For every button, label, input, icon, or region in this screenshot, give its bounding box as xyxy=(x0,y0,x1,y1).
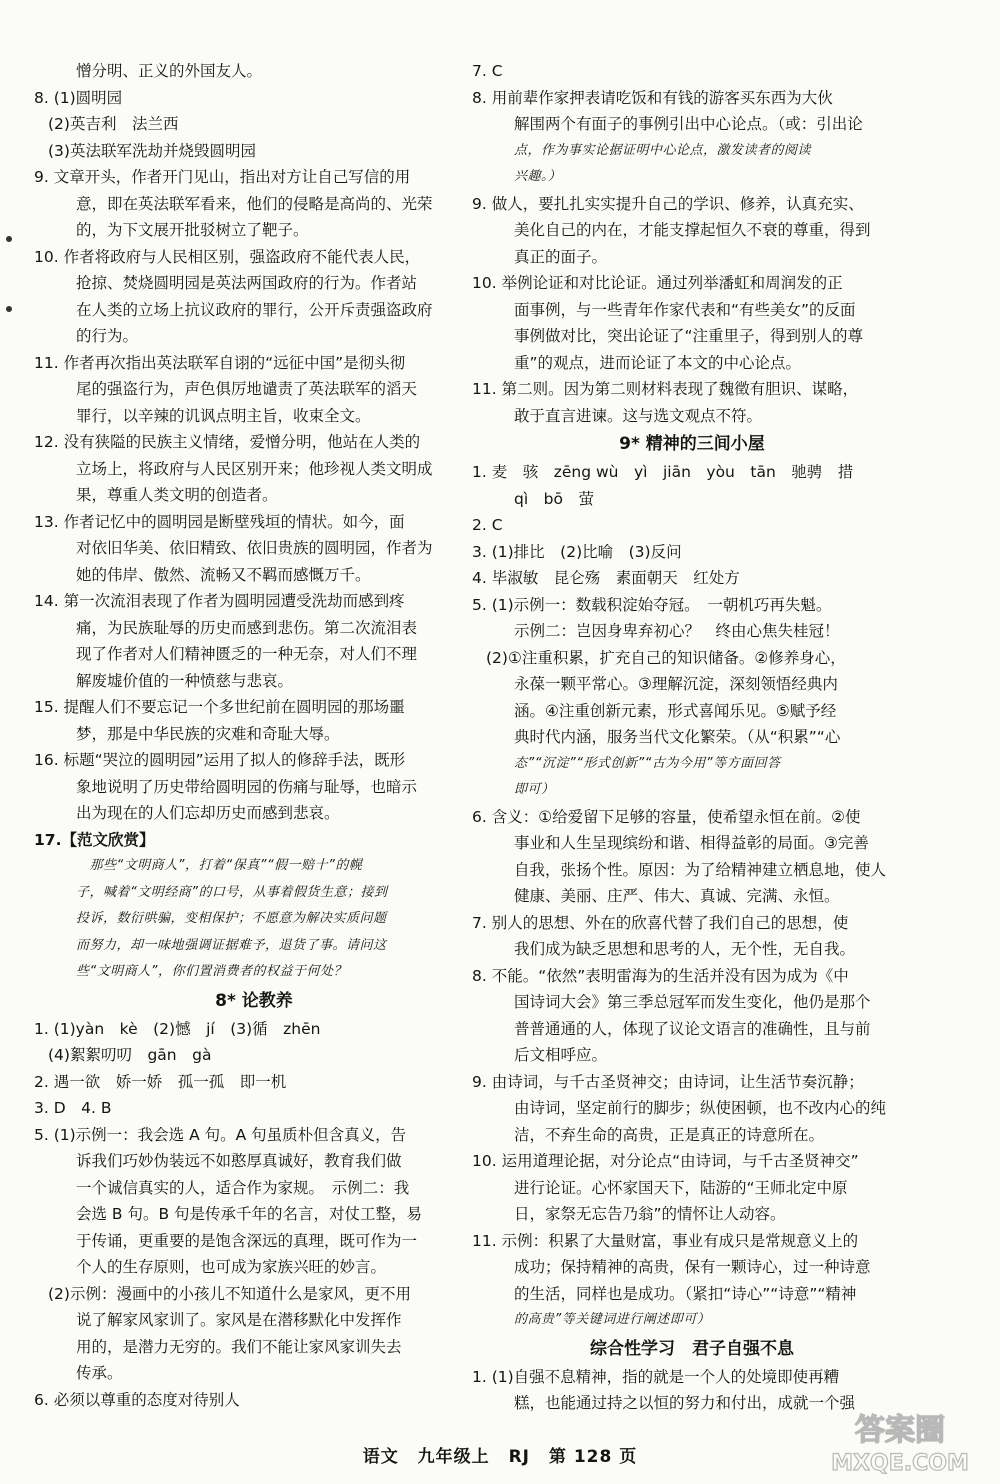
answer-line: 由诗词，坚定前行的脚步；纵使困顿，也不改内心的纯 xyxy=(514,1099,887,1117)
answer-line: 兴趣。） xyxy=(514,169,562,184)
answer-line: qì bō 萤 xyxy=(514,489,594,508)
answer-line: 8. (1)圆明园 xyxy=(34,88,123,107)
answer-line: 9. 做人，要扎扎实实提升自己的学识、修养，认真充实、 xyxy=(472,194,864,213)
answer-line: 立场上，将政府与人民区别开来；他珍视人类文明成 xyxy=(76,459,433,478)
answer-line: 12. 没有狭隘的民族主义情绪，爱憎分明，他站在人类的 xyxy=(34,433,421,451)
answer-line: (2)示例：漫画中的小孩儿不知道什么是家风，更不用 xyxy=(48,1284,411,1303)
answer-line: 14. 第一次流泪表现了作者为圆明园遭受洗劫而感到疼 xyxy=(34,592,405,610)
answer-line: 说了解家风家训了。家风是在潜移默化中发挥作 xyxy=(76,1311,402,1329)
watermark-url: MXQE.COM xyxy=(831,1451,969,1476)
answer-line: 9. 文章开头，作者开门见山，指出对方让自己写信的用 xyxy=(34,168,411,186)
answer-line: 8. 不能。“依然”表明雷海为的生活并没有因为成为《中 xyxy=(472,966,849,985)
section-heading: 9* 精神的三间小屋 xyxy=(619,434,765,454)
answer-line: 憎分明、正义的外国友人。 xyxy=(76,62,263,80)
answer-line: 她的伟岸、傲然、流畅又不羁而感慨万千。 xyxy=(76,565,371,584)
answer-line: 1. (1)自强不息精神，指的就是一个人的处境即使再糟 xyxy=(472,1367,840,1386)
answer-line: 的高贵”等关键词进行阐述即可） xyxy=(514,1312,711,1327)
footer-grade: 九年级上 xyxy=(417,1447,490,1467)
answer-line: 现了作者对人们精神匮乏的一种无奈，对人们不理 xyxy=(76,645,418,663)
answer-line: 解围两个有面子的事例引出中心论点。（或：引出论 xyxy=(514,115,863,133)
answer-line: 典时代内涵，服务当代文化繁荣。（从“积累”“心 xyxy=(514,728,841,746)
answer-line: 5. (1)示例一：数载积淀始夺冠。 一朝机巧再失魁。 xyxy=(472,595,832,614)
answer-line: 面事例，与一些青年作家代表和“有些美女”的反面 xyxy=(514,300,856,319)
answer-line: 点，作为事实论据证明中心论点，激发读者的阅读 xyxy=(514,142,812,158)
footer-page-number: 第 128 页 xyxy=(548,1447,638,1467)
answer-line: 在人类的立场上抗议政府的罪行，公开斥责强盗政府 xyxy=(76,300,433,319)
answer-line: 梦，那是中华民族的灾难和奇耻大辱。 xyxy=(76,724,340,743)
answer-line: 健康、美丽、庄严、伟大、真诚、完满、永恒。 xyxy=(514,887,840,905)
margin-dot xyxy=(6,236,12,242)
answer-line: 6. 含义：①给爱留下足够的容量，使希望永恒在前。②使 xyxy=(472,807,861,826)
watermark-title: 答案圈 xyxy=(855,1413,945,1448)
answer-line: 真正的面子。 xyxy=(514,247,608,266)
answer-line: 13. 作者记忆中的圆明园是断壁残垣的情状。如今，面 xyxy=(34,512,405,531)
answer-line: 子，喊着“文明经商”的口号，从事着假货生意；接到 xyxy=(76,884,388,900)
answer-line: 抢掠、焚烧圆明园是英法两国政府的行为。作者站 xyxy=(76,274,418,292)
answer-line: 15. 提醒人们不要忘记一个多世纪前在圆明园的那场噩 xyxy=(34,698,405,716)
answer-line: 9. 由诗词，与千古圣贤神交；由诗词，让生活节奏沉静； xyxy=(472,1072,864,1091)
answer-line: 敢于直言进谏。这与选文观点不符。 xyxy=(514,406,763,425)
footer-edition: RJ xyxy=(508,1447,530,1467)
watermark-logo xyxy=(808,1404,992,1478)
answer-line: 3. (1)排比 (2)比喻 (3)反问 xyxy=(472,542,682,561)
answer-line: 1. (1)yàn kè (2)憾 jí (3)循 zhēn xyxy=(34,1019,321,1038)
answer-line: 普普通通的人，体现了议论文语言的准确性，且与前 xyxy=(514,1019,871,1038)
answer-line: 的行为。 xyxy=(76,327,139,345)
answer-line: 态”“沉淀”“形式创新”“古为今用”等方面回答 xyxy=(514,755,781,771)
answer-line: (2)①注重积累，扩充自己的知识储备。②修养身心， xyxy=(486,648,846,667)
answer-line: 10. 作者将政府与人民相区别，强盗政府不能代表人民， xyxy=(34,247,421,266)
answer-line: 11. 示例：积累了大量财富，事业有成只是常规意义上的 xyxy=(472,1231,859,1250)
answer-line: 11. 作者再次指出英法联军自诩的“远征中国”是彻头彻 xyxy=(34,353,406,372)
answer-line: 8. 用前辈作家押表请吃饭和有钱的游客买东西为大伙 xyxy=(472,88,833,107)
answer-line: 的，为下文展开批驳树立了靶子。 xyxy=(76,221,309,239)
answer-line: 于传诵，更重要的是饱含深远的真理，既可作为一 xyxy=(76,1231,418,1250)
footer-subject: 语文 xyxy=(362,1447,399,1467)
answer-line: 美化自己的内在，才能支撑起恒久不衰的尊重，得到 xyxy=(514,221,871,239)
margin-dot xyxy=(6,306,12,312)
answer-line: 4. 毕淑敏 昆仑殇 素面朝天 红处方 xyxy=(472,569,740,587)
answer-line: 投诉，数衍哄骗，变相保护；不愿意为解决实质问题 xyxy=(76,911,387,926)
answer-line: 即可） xyxy=(514,782,555,797)
answer-line: 17.【范文欣赏】 xyxy=(34,830,155,849)
answer-line: 成功；保持精神的高贵，保有一颗诗心，过一种诗意 xyxy=(514,1258,871,1276)
answer-line: 重”的观点，进而论证了本文的中心论点。 xyxy=(514,353,802,372)
answer-line: 个人的生存原则，也可成为家族兴旺的妙言。 xyxy=(76,1258,387,1276)
answer-line: 而努力，却一味地强调证据难予，退货了事。请问这 xyxy=(76,937,387,953)
answer-line: 些“文明商人”，你们置消费者的权益于何处？ xyxy=(76,964,347,979)
answer-line: 那些“文明商人”，打着“保真”“假一赔十”的幌 xyxy=(76,858,363,873)
answer-line: 2. 遇一欲 娇一娇 孤一孤 即一机 xyxy=(34,1072,287,1091)
answer-line: 象地说明了历史带给圆明园的伤痛与耻辱，也暗示 xyxy=(76,777,418,796)
answer-line: 涵。④注重创新元素，形式喜闻乐见。⑤赋予经 xyxy=(514,701,837,720)
answer-line: 事例做对比，突出论证了“注重里子，得到别人的尊 xyxy=(514,327,864,345)
answer-line: 果，尊重人类文明的创造者。 xyxy=(76,486,278,504)
answer-line: 传承。 xyxy=(76,1364,123,1382)
answer-line: 国诗词大会》第三季总冠军而发生变化，他仍是那个 xyxy=(514,993,871,1011)
answer-line: 我们成为缺乏思想和思考的人，无个性，无自我。 xyxy=(514,940,856,958)
answer-line: 永葆一颗平常心。③理解沉淀，深刻领悟经典内 xyxy=(514,675,838,693)
answer-line: 10. 运用道理论据，对分论点“由诗词，与千古圣贤神交” xyxy=(472,1152,859,1170)
answer-line: 一个诚信真实的人，适合作为家规。 示例二：我 xyxy=(76,1178,410,1197)
section-heading: 8* 论教养 xyxy=(215,990,293,1011)
answer-line: 5. (1)示例一：我会选 A 句。A 句虽质朴但含真义，告 xyxy=(34,1125,407,1144)
answer-line: 的生活，同样也是成功。（紧扣“诗心”“诗意”“精神 xyxy=(514,1284,857,1303)
section-heading: 综合性学习 君子自强不息 xyxy=(590,1338,794,1359)
answer-line: 洁，不弃生命的高贵，正是真正的诗意所在。 xyxy=(514,1125,825,1144)
answer-line: 用的，是潜力无穷的。我们不能让家风家训失去 xyxy=(76,1337,402,1356)
answer-line: 自我，张扬个性。原因：为了给精神建立栖息地，使人 xyxy=(514,860,887,879)
answer-line: 意，即在英法联军看来，他们的侵略是高尚的、光荣 xyxy=(76,194,433,213)
answer-line: 日，家祭无忘告乃翁”的情怀让人动容。 xyxy=(514,1205,786,1223)
answer-line: 示例二：岂因身卑弃初心？ 终由心焦失桂冠！ xyxy=(514,622,840,640)
answer-line: 对依旧华美、依旧精致、依旧贵族的圆明园，作者为 xyxy=(76,539,433,557)
answer-line: 7. C xyxy=(472,62,503,80)
answer-line: 糕，也能通过持之以恒的努力和付出，成就一个强 xyxy=(514,1394,856,1412)
answer-line: 2. C xyxy=(472,516,503,534)
answer-line: 诉我们巧妙伪装远不如憨厚真诚好，教育我们做 xyxy=(76,1152,402,1170)
answer-line: 出为现在的人们忘却历史而感到悲哀。 xyxy=(76,804,340,822)
answer-line: 进行论证。心怀家国天下，陆游的“王师北定中原 xyxy=(514,1178,848,1197)
answer-line: 11. 第二则。因为第二则材料表现了魏徵有胆识、谋略， xyxy=(472,380,859,398)
answer-line: 3. D 4. B xyxy=(34,1099,112,1117)
answer-line: (3)英法联军洗劫并烧毁圆明园 xyxy=(48,141,256,160)
answer-line: 6. 必须以尊重的态度对待别人 xyxy=(34,1390,240,1409)
answer-line: 7. 别人的思想、外在的欣喜代替了我们自己的思想，使 xyxy=(472,913,849,932)
answer-line: 尾的强盗行为，声色俱厉地谴责了英法联军的滔天 xyxy=(76,380,418,398)
answer-line: 后文相呼应。 xyxy=(514,1046,608,1064)
answer-line: (4)絮絮叨叨 gān gà xyxy=(48,1046,212,1064)
answer-line: 会选 B 句。B 句是传承千年的名言，对仗工整，易 xyxy=(76,1205,423,1223)
answer-line: 16. 标题“哭泣的圆明园”运用了拟人的修辞手法，既形 xyxy=(34,751,406,769)
left-column xyxy=(34,58,474,1413)
answer-line: 解废墟价值的一种愤慈与悲哀。 xyxy=(76,671,294,690)
answer-line: 1. 麦 骇 zēng wù yì jiān yòu tān 驰骋 措 xyxy=(472,463,854,481)
answer-line: 10. 举例论证和对比论证。通过列举潘虹和周润发的正 xyxy=(472,274,843,292)
answer-line: 罪行，以辛辣的讥讽点明主旨，收束全文。 xyxy=(76,406,371,425)
right-column xyxy=(472,58,912,1417)
answer-line: 痛，为民族耻辱的历史而感到悲伤。第二次流泪表 xyxy=(76,618,418,637)
answer-line: 事业和人生呈现缤纷和谐、相得益彰的局面。③完善 xyxy=(514,834,869,852)
answer-line: (2)英吉利 法兰西 xyxy=(48,115,179,133)
